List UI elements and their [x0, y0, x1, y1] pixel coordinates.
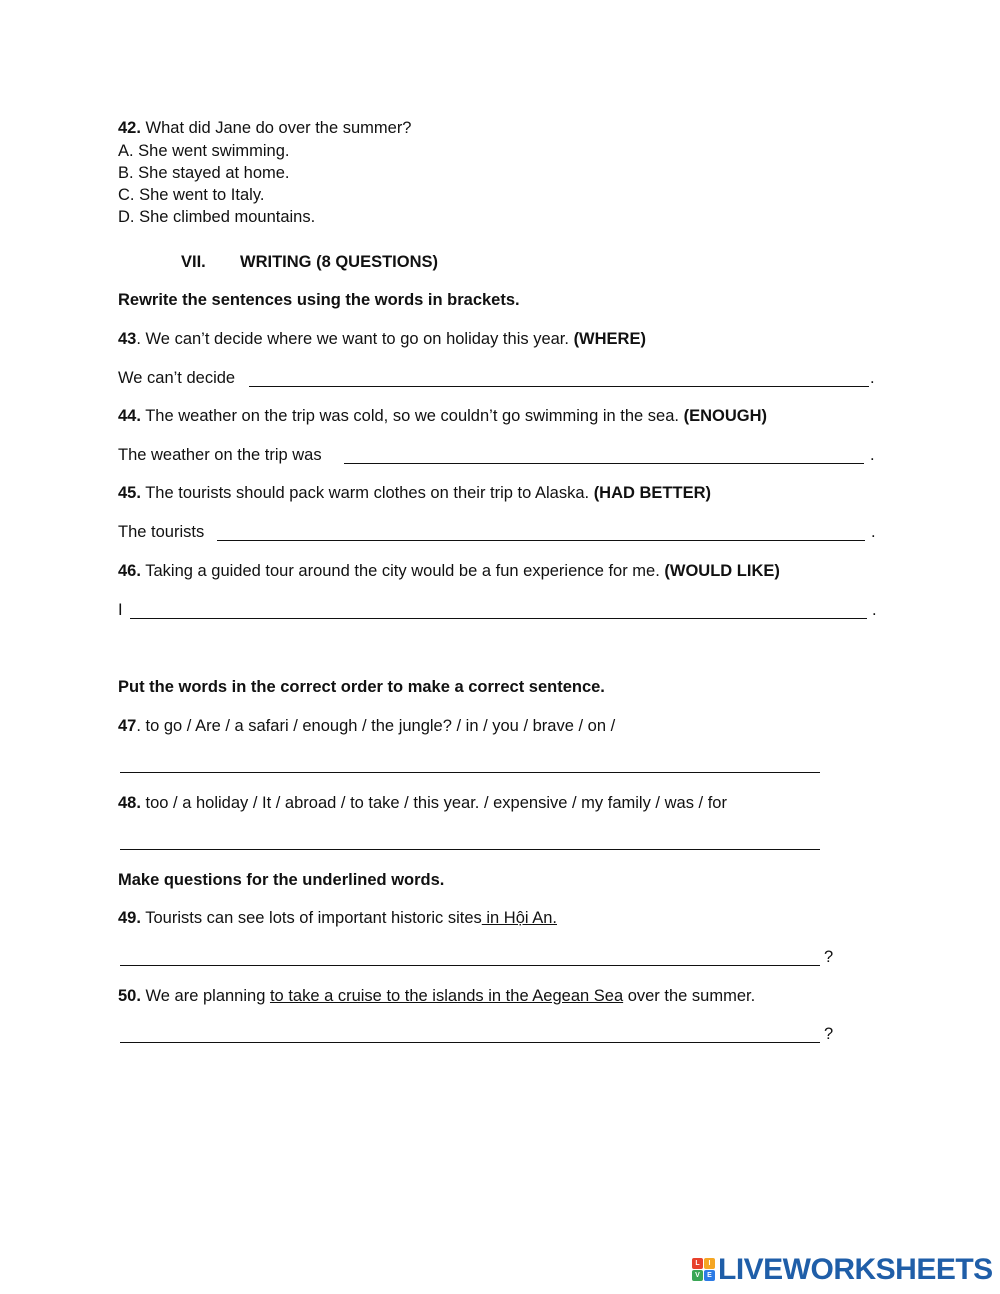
- q42-option-a: A. She went swimming.: [118, 142, 290, 160]
- q44-answer-line: [344, 463, 864, 464]
- q46-text: Taking a guided tour around the city would be a fun experience for me.: [140, 562, 665, 580]
- liveworksheets-logo-text: LIVEWORKSHEETS: [718, 1253, 993, 1286]
- q44-answer-input[interactable]: [344, 443, 872, 465]
- q50-number: 50.: [118, 987, 141, 1005]
- q48-text: too / a holiday / It / abroad / to take / this year. / expensive / my family / was / for: [140, 794, 727, 812]
- q43-number: 43: [118, 330, 137, 348]
- q43-prompt: We can’t decide: [118, 369, 236, 387]
- q47-answer-line: [120, 772, 820, 773]
- q50-question: [118, 987, 755, 1006]
- q43-answer-input[interactable]: [249, 366, 877, 388]
- q49-answer-line: [120, 965, 820, 966]
- q45-text: The tourists should pack warm clothes on their trip to Alaska.: [140, 484, 594, 502]
- q43-text: . We can’t decide where we want to go on holiday this year.: [136, 330, 574, 348]
- q49-question-mark: ?: [824, 948, 834, 966]
- q45-answer-line: [217, 540, 865, 541]
- q44-number: 44.: [118, 407, 141, 425]
- instruction-rewrite: Rewrite the sentences using the words in brackets.: [118, 291, 520, 309]
- liveworksheets-logo-icon: L I V E: [692, 1258, 716, 1282]
- q49-question: [118, 909, 557, 928]
- q45-period: .: [871, 523, 876, 541]
- q44-text: The weather on the trip was cold, so we couldn’t go swimming in the sea.: [140, 407, 684, 425]
- liveworksheets-logo: [692, 1253, 993, 1286]
- q46-period: .: [872, 601, 877, 619]
- q49-answer-input[interactable]: [120, 944, 828, 966]
- instruction-make-questions: Make questions for the underlined words.: [118, 871, 445, 889]
- q45-number: 45.: [118, 484, 141, 502]
- q49-text: Tourists can see lots of important historic sites: [140, 909, 482, 927]
- q45-prompt: The tourists: [118, 523, 205, 541]
- q45-keyword: (HAD BETTER): [593, 484, 712, 502]
- q42-option-d: D. She climbed mountains.: [118, 208, 316, 226]
- q46-question: [118, 562, 780, 581]
- q50-question-mark: ?: [824, 1025, 834, 1043]
- q43-answer-line: [249, 386, 869, 387]
- q45-answer-input[interactable]: [217, 520, 873, 542]
- q50-text: We are planning: [140, 987, 270, 1005]
- q42-option-b: B. She stayed at home.: [118, 164, 290, 182]
- q42-question: [118, 119, 412, 138]
- q42-text: What did Jane do over the summer?: [140, 119, 412, 137]
- q50-answer-input[interactable]: [120, 1021, 828, 1043]
- q47-number: 47: [118, 717, 137, 735]
- q49-number: 49.: [118, 909, 141, 927]
- q46-prompt: I: [118, 601, 123, 619]
- q49-underlined: in Hội An.: [481, 909, 557, 927]
- q46-answer-input[interactable]: [130, 598, 875, 620]
- q47-question: [118, 717, 615, 736]
- q50-text-end: over the summer.: [623, 987, 756, 1005]
- q43-keyword: (WHERE): [573, 330, 646, 348]
- section-title: WRITING (8 QUESTIONS): [240, 253, 438, 271]
- q43-period: .: [870, 369, 875, 387]
- q44-keyword: (ENOUGH): [683, 407, 767, 425]
- q42-number: 42.: [118, 119, 141, 137]
- q50-underlined: to take a cruise to the islands in the Aegean Sea: [269, 987, 624, 1005]
- q44-prompt: The weather on the trip was: [118, 446, 322, 464]
- q48-question: [118, 794, 727, 813]
- q46-answer-line: [130, 618, 867, 619]
- q45-question: [118, 484, 711, 503]
- q48-answer-input[interactable]: [120, 828, 828, 850]
- q43-question: [118, 330, 646, 349]
- q42-option-c: C. She went to Italy.: [118, 186, 265, 204]
- q48-answer-line: [120, 849, 820, 850]
- q46-keyword: (WOULD LIKE): [664, 562, 780, 580]
- q47-text: . to go / Are / a safari / enough / the jungle? / in / you / brave / on /: [136, 717, 616, 735]
- q44-period: .: [870, 446, 875, 464]
- section-number: VII.: [181, 253, 206, 271]
- q47-answer-input[interactable]: [120, 751, 828, 773]
- instruction-word-order: Put the words in the correct order to make a correct sentence.: [118, 678, 605, 696]
- q50-answer-line: [120, 1042, 820, 1043]
- q44-question: [118, 407, 767, 426]
- q48-number: 48.: [118, 794, 141, 812]
- q46-number: 46.: [118, 562, 141, 580]
